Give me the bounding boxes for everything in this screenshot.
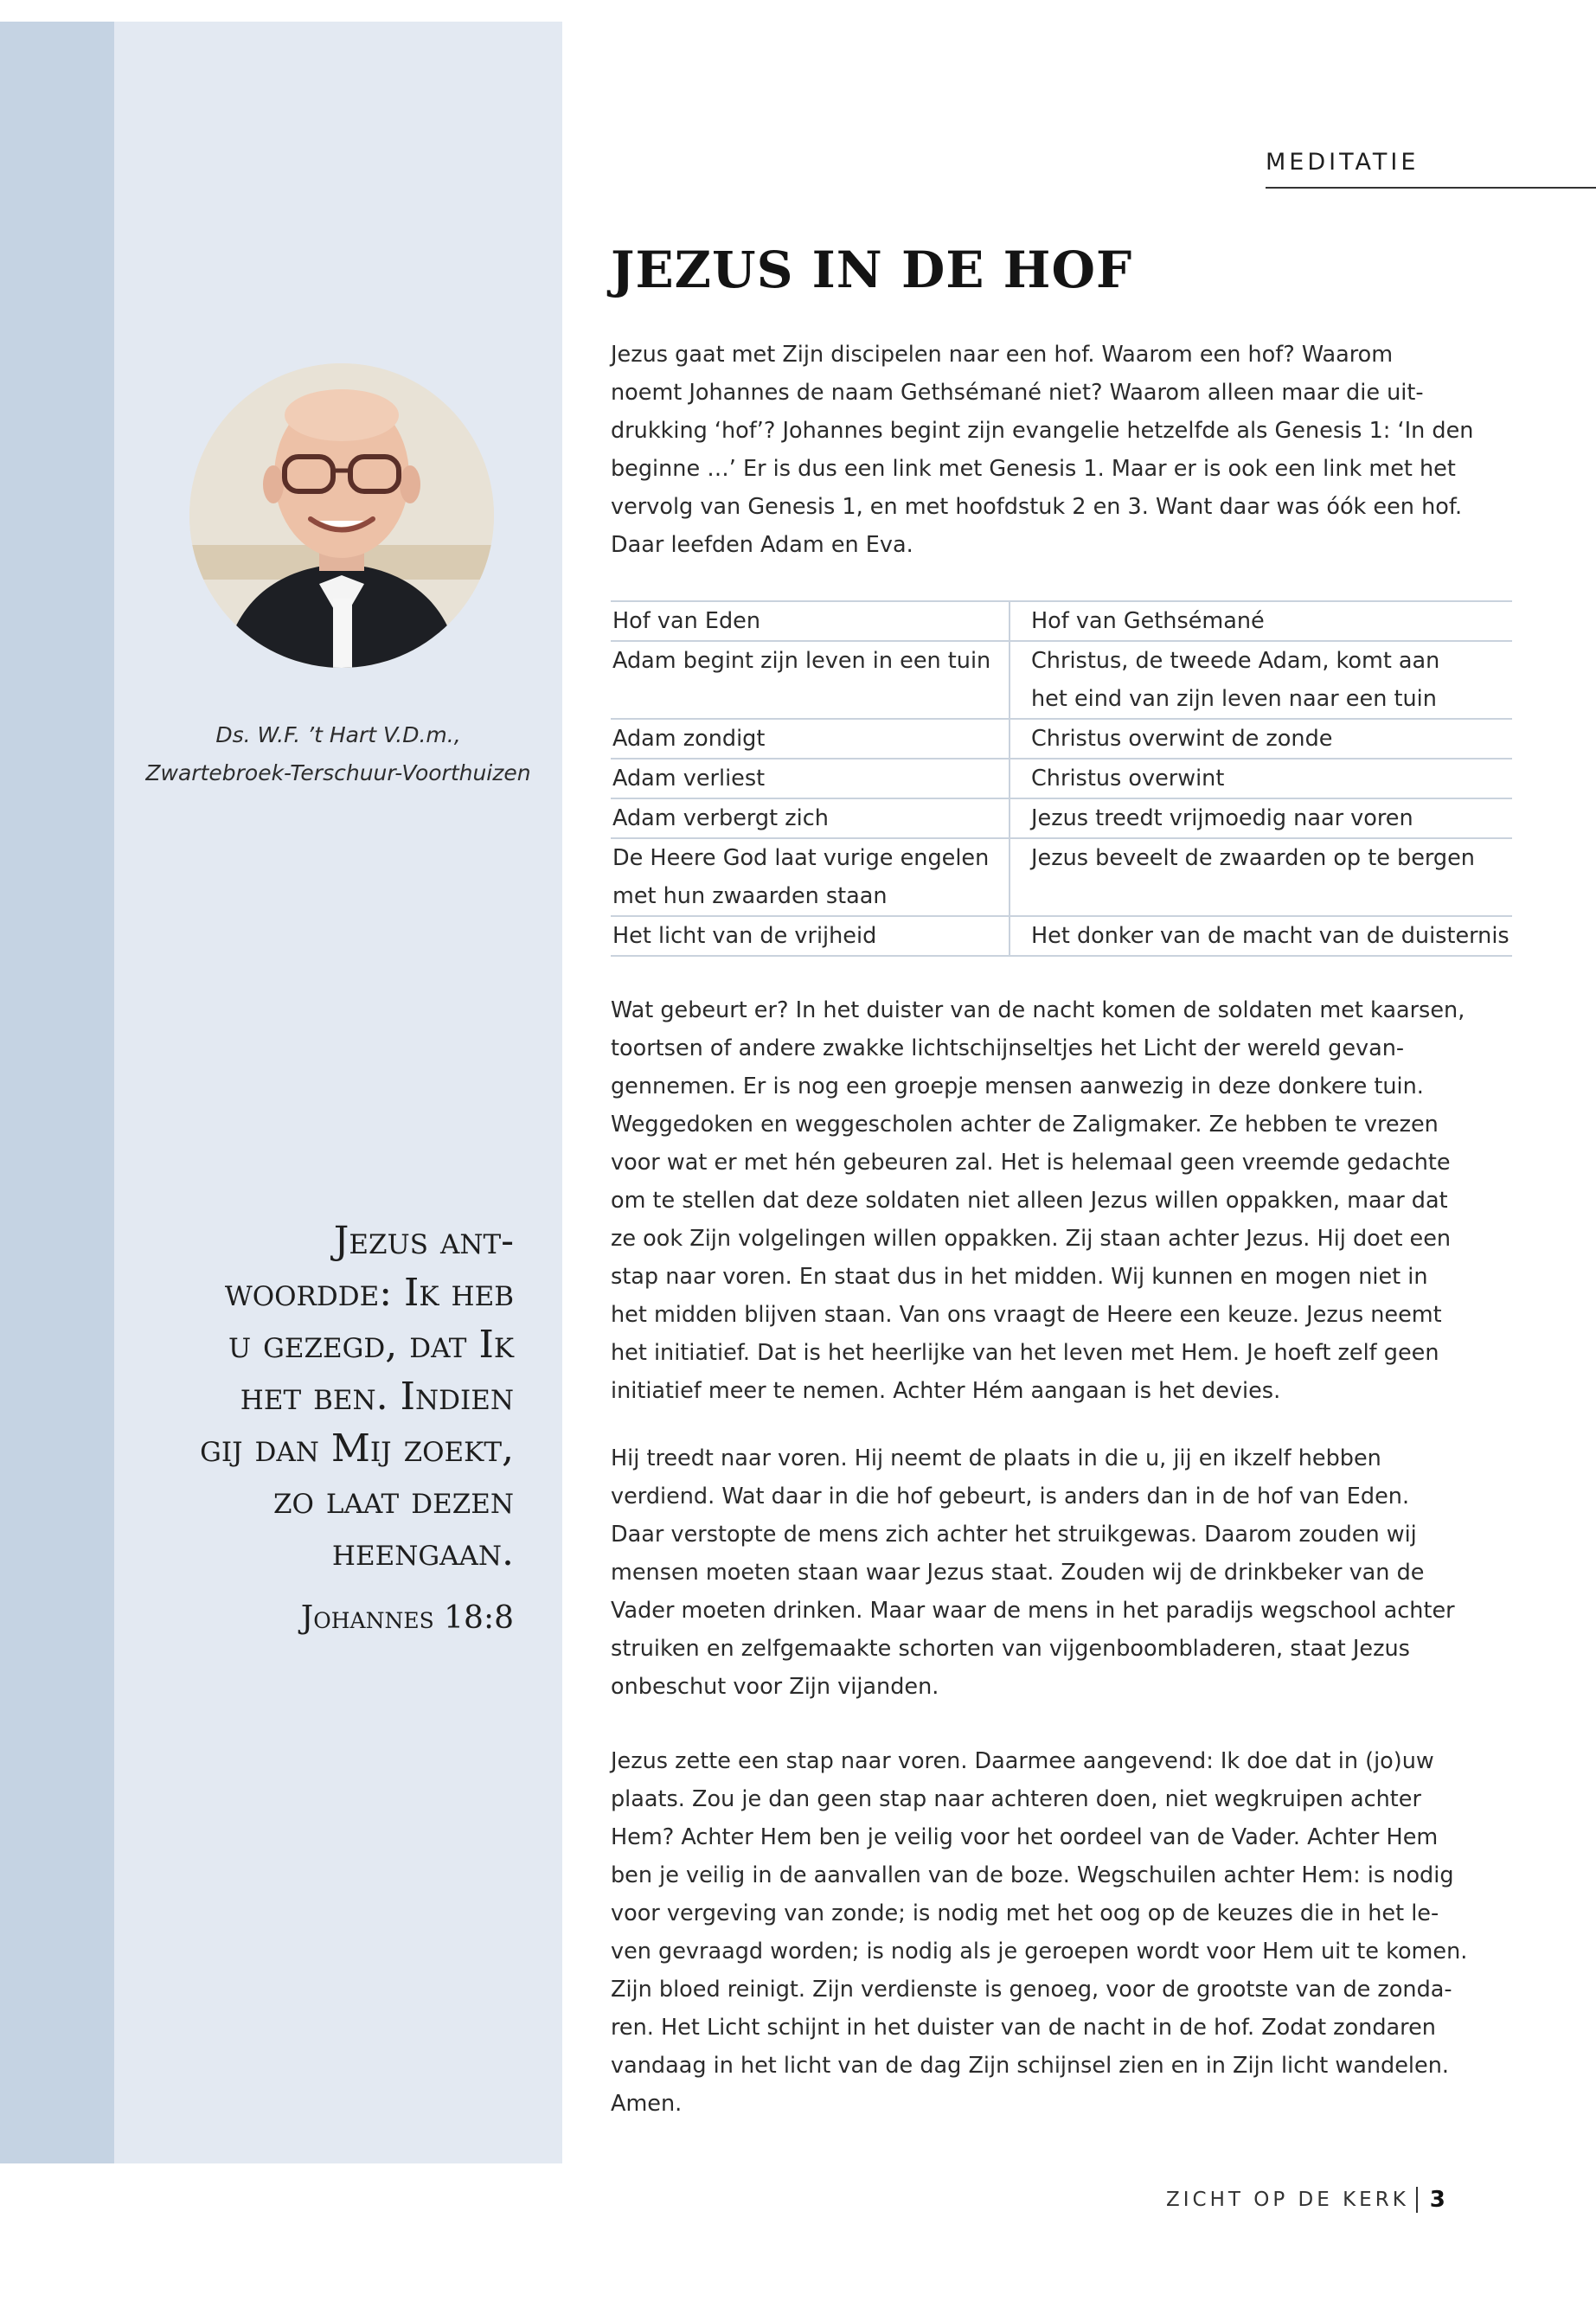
comparison-row <box>611 641 1512 719</box>
cell-eden: Hof van Eden <box>611 601 1010 641</box>
section-label: MEDITATIE <box>1266 149 1420 176</box>
page-footer <box>1166 2187 1445 2213</box>
section-rule <box>1266 187 1596 189</box>
magazine-name: ZICHT OP DE KERK <box>1166 2189 1409 2211</box>
pull-quote: Jezus ant- woordde: Ik heb u gezegd, dat Ik het ben. Indien gij dan Mij zoekt, zo laat dezen heengaan. <box>200 1219 514 1574</box>
cell-gethsemane: Christus overwint <box>1010 759 1512 798</box>
paragraph-4-text: Jezus zette een stap naar voren. Daarmee aangevend: Ik doe dat in (jo)uw plaats. Zou je dan geen stap naar achteren doen, niet wegkruipen achter Hem? Achter Hem ben je veilig voor het oordeel van de Vader. Achter Hem ben je veilig in de aanvallen van de boze. Wegschuilen achter Hem: is nodig voor vergeving van zonde; is nodig met het oog op de keuzes die in het le- ven gevraagd worden; is nodig als je geroepen wordt voor Hem uit te komen. Zijn bloed reinigt. Zijn verdienste is genoeg, voor de grootste van de zonda- ren. Het Licht schijnt in het duister van de nacht in de hof. Zodat zondaren vandaag in het licht van de dag Zijn schijnsel zien en in Zijn licht wandelen. Amen. <box>611 1748 1468 2117</box>
cell-gethsemane: Hof van Gethsémané <box>1010 601 1512 641</box>
author-portrait-image <box>189 363 494 668</box>
author-place: Zwartebroek-Terschuur-Voorthuizen <box>145 760 531 785</box>
page-number: 3 <box>1429 2187 1445 2213</box>
decorative-stripe-dark <box>0 22 114 2163</box>
cell-gethsemane: Het donker van de macht van de duisternis <box>1010 916 1512 956</box>
author-credit <box>114 716 562 792</box>
comparison-row <box>611 916 1512 956</box>
footer-divider <box>1416 2187 1418 2213</box>
cell-gethsemane: Christus overwint de zonde <box>1010 719 1512 759</box>
paragraph-2-text: Wat gebeurt er? In het duister van de nacht komen de soldaten met kaarsen, toortsen of andere zwakke lichtschijnseltjes het Licht der wereld gevan- gennemen. Er is nog een groepje mensen aanwezig in deze donkere tuin. Weggedoken en weggescholen achter de Zaligmaker. Ze hebben te vrezen voor wat er met hén gebeuren zal. Het is helemaal geen vreemde gedachte om te stellen dat deze soldaten niet alleen Jezus willen oppakken, maar dat ze ook Zijn volgelingen willen oppakken. Zij staan achter Jezus. Hij doet een stap naar voren. En staat dus in het midden. Wij kunnen en mogen niet in het midden blijven staan. Van ons vraagt de Heere een keuze. Jezus neemt het initiatief. Dat is het heerlijke van het leven met Hem. Je hoeft zelf geen initiatief meer te nemen. Achter Hém aangaan is het devies. <box>611 997 1465 1404</box>
paragraph-3 <box>611 1439 1510 1706</box>
intro-paragraph <box>611 336 1510 564</box>
sidebar-panel <box>114 22 562 2163</box>
paragraph-2 <box>611 991 1510 1410</box>
pull-quote-reference: Johannes 18:8 <box>300 1600 514 1636</box>
author-portrait <box>189 363 494 668</box>
comparison-table <box>611 600 1512 957</box>
comparison-row <box>611 719 1512 759</box>
cell-eden: Adam zondigt <box>611 719 1010 759</box>
cell-gethsemane: Jezus beveelt de zwaarden op te bergen <box>1010 838 1512 916</box>
author-name: Ds. W.F. ’t Hart V.D.m., <box>215 722 461 747</box>
cell-gethsemane: Christus, de tweede Adam, komt aan het eind van zijn leven naar een tuin <box>1010 641 1512 719</box>
cell-eden: De Heere God laat vurige engelen met hun zwaarden staan <box>611 838 1010 916</box>
article-title: JEZUS IN DE HOF <box>611 240 1133 299</box>
intro-text: Jezus gaat met Zijn discipelen naar een hof. Waarom een hof? Waarom noemt Johannes de naam Gethsémané niet? Waarom alleen maar die uit- drukking ‘hof’? Johannes begint zijn evangelie hetzelfde als Genesis 1: ‘In den beginne …’ Er is dus een link met Genesis 1. Maar er is ook een link met het vervolg van Genesis 1, en met hoofdstuk 2 en 3. Want daar was óók een hof. Daar leefden Adam en Eva. <box>611 342 1474 558</box>
comparison-row <box>611 838 1512 916</box>
cell-eden: Adam begint zijn leven in een tuin <box>611 641 1010 719</box>
comparison-row <box>611 601 1512 641</box>
cell-gethsemane: Jezus treedt vrijmoedig naar voren <box>1010 798 1512 838</box>
cell-eden: Adam verliest <box>611 759 1010 798</box>
paragraph-3-text: Hij treedt naar voren. Hij neemt de plaats in die u, jij en ikzelf hebben verdiend. Wat daar in die hof gebeurt, is anders dan in de hof van Eden. Daar verstopte de mens zich achter het struikgewas. Daarom zouden wij mensen moeten staan waar Jezus staat. Zouden wij de drinkbeker van de Vader moeten drinken. Maar waar de mens in het paradijs wegschool achter struiken en zelfgemaakte schorten van vijgenboombladeren, staat Jezus onbeschut voor Zijn vijanden. <box>611 1445 1455 1700</box>
comparison-row <box>611 798 1512 838</box>
comparison-row <box>611 759 1512 798</box>
paragraph-4 <box>611 1742 1510 2123</box>
cell-eden: Het licht van de vrijheid <box>611 916 1010 956</box>
cell-eden: Adam verbergt zich <box>611 798 1010 838</box>
